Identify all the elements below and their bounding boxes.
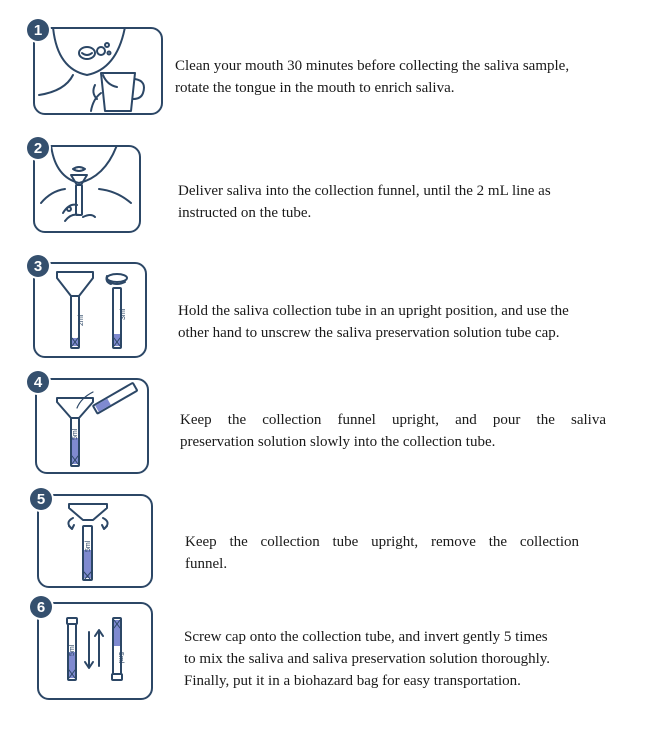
step-6-right-tube-label: 5ml <box>117 652 124 664</box>
step-2-line-2: instructed on the tube. <box>178 205 312 221</box>
step-6-line-2: to mix the saliva and saliva preservation solution thoroughly. <box>184 651 551 667</box>
step-3-number-badge: 3 <box>27 255 49 277</box>
step-6-invert-tube-illustration <box>37 602 153 700</box>
step-3-left-tube-label: 2ml <box>78 314 85 326</box>
step-3-right-tube-label: 3ml <box>120 308 127 320</box>
step-4-line-1: Keep the collection funnel upright, and pour the saliva <box>180 412 606 428</box>
step-3-tubes-illustration <box>33 262 147 358</box>
step-2-saliva-delivery-illustration <box>33 145 141 233</box>
step-5-tube-label: 5ml <box>85 540 92 552</box>
step-3-line-2: other hand to unscrew the saliva preservation solution tube cap. <box>178 325 560 341</box>
step-1-line-1: Clean your mouth 30 minutes before collecting the saliva sample, <box>175 58 570 74</box>
step-5-instruction <box>185 531 579 575</box>
step-5-remove-funnel-illustration <box>37 494 153 588</box>
step-6-instruction <box>184 626 604 692</box>
step-4-pouring-illustration <box>35 378 149 474</box>
step-2-number-badge: 2 <box>27 137 49 159</box>
step-2-line-1: Deliver saliva into the collection funnel, until the 2 mL line as <box>178 183 551 199</box>
step-5-line-2: funnel. <box>185 556 228 572</box>
step-5-line-1: Keep the collection tube upright, remove the collection <box>185 534 579 550</box>
step-3-instruction <box>178 300 608 344</box>
step-4-line-2: preservation solution slowly into the collection tube. <box>180 434 496 450</box>
step-1-number-badge: 1 <box>27 19 49 41</box>
step-5-number-badge: 5 <box>30 488 52 510</box>
step-3-line-1: Hold the saliva collection tube in an upright position, and use the <box>178 303 569 319</box>
step-6-number-badge: 6 <box>30 596 52 618</box>
step-2-instruction <box>178 180 608 224</box>
step-1-instruction <box>175 55 615 99</box>
step-1-line-2: rotate the tongue in the mouth to enrich saliva. <box>175 80 455 96</box>
step-1-mouth-cleaning-illustration <box>33 27 163 115</box>
step-6-left-tube-label: 5ml <box>69 644 76 656</box>
step-6-line-3: Finally, put it in a biohazard bag for easy transportation. <box>184 673 521 689</box>
step-4-tube-label: 5ml <box>72 428 79 440</box>
step-4-instruction <box>180 409 606 453</box>
step-6-line-1: Screw cap onto the collection tube, and invert gently 5 times <box>184 629 548 645</box>
step-4-number-badge: 4 <box>27 371 49 393</box>
